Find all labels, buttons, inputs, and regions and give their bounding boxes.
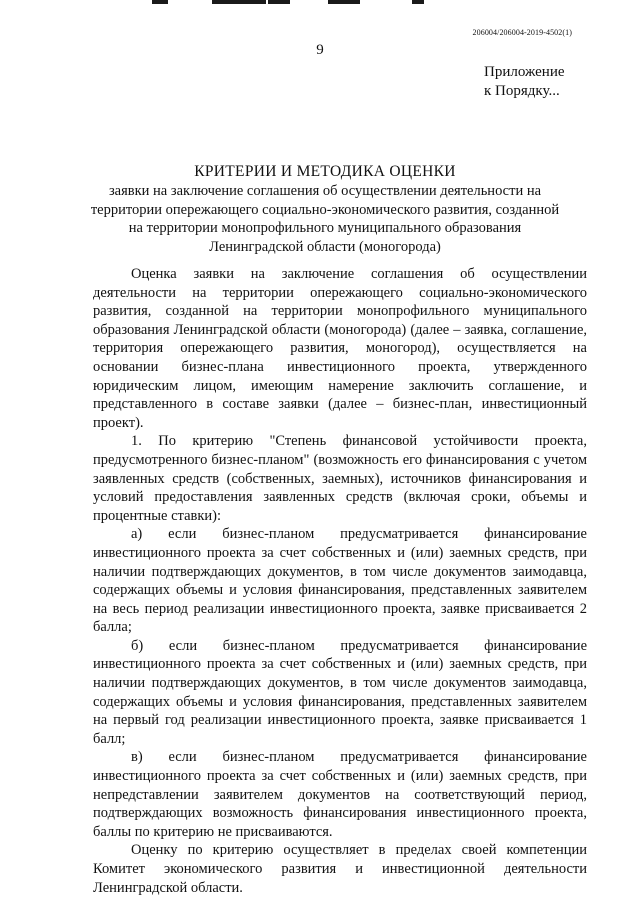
appendix-note xyxy=(484,63,565,101)
page-number: 9 xyxy=(316,42,324,58)
appendix-line-2: к Порядку... xyxy=(484,83,560,99)
paragraph-item-a: а) если бизнес-планом предусматривается финансирование инвестиционного проекта за счет собственных и (или) заемных средств, при наличии подтверждающих документов, в том числе документов заимодавца, содержащих объемы и условия финансирования, представленных заявителем на весь период реализации инвестиционного проекта, заявке присваивается 2 балла; xyxy=(93,526,587,636)
paragraph-item-v: в) если бизнес-планом предусматривается финансирование инвестиционного проекта за счет собственных и (или) заемных средств, при непредставлении заявителем документов на соответствующий период, подтверждающих возможность финансирования инвестиционного проекта, баллы по критерию не присваиваются. xyxy=(93,749,587,840)
paragraph-evaluator: Оценку по критерию осуществляет в пределах своей компетенции Комитет экономического развития и инвестиционной деятельности Ленинградской области. xyxy=(93,842,587,896)
paragraph-item-b: б) если бизнес-планом предусматривается финансирование инвестиционного проекта за счет собственных и (или) заемных средств, при наличии подтверждающих документов, в том числе документов заимодавца, содержащих объемы и условия финансирования, представленных заявителем на первый год реализации инвестиционного проекта, заявке присваивается 1 балл; xyxy=(93,637,587,747)
paragraph-intro: Оценка заявки на заключение соглашения об осуществлении деятельности на территории опережающего социально-экономического развития, созданной на территории монопрофильного муниципального образования Ленинградской области (моногорода) (далее – заявка, соглашение, территория опережающего развития, моногород), осуществляется на основании бизнес-плана инвестиционного проекта, утвержденного юридическим лицом, имеющим намерение заключить соглашение, и представленного в составе заявки (далее – бизнес-план, инвестиционный проект). xyxy=(93,266,587,431)
document-body xyxy=(93,265,587,897)
document-title: КРИТЕРИИ И МЕТОДИКА ОЦЕНКИ xyxy=(194,163,456,180)
scan-artifact-marks xyxy=(0,0,640,6)
appendix-line-1: Приложение xyxy=(484,64,565,80)
document-subtitle: заявки на заключение соглашения об осуществлении деятельности на территории опережающего социально-экономического развития, созданной на территории монопрофильного муниципального образования Ленинградской области (моногорода) xyxy=(90,183,560,255)
paragraph-criterion-1: 1. По критерию "Степень финансовой устойчивости проекта, предусмотренного бизнес-планом" (возможность его финансирования с учетом заявленных средств (собственных, заемных), источников финансирования и условий предоставления заявленных средств (включая сроки, объемы и процентные ставки): xyxy=(93,433,587,524)
document-id: 206004/206004-2019-4502(1) xyxy=(472,28,572,37)
document-title-block xyxy=(90,162,560,256)
